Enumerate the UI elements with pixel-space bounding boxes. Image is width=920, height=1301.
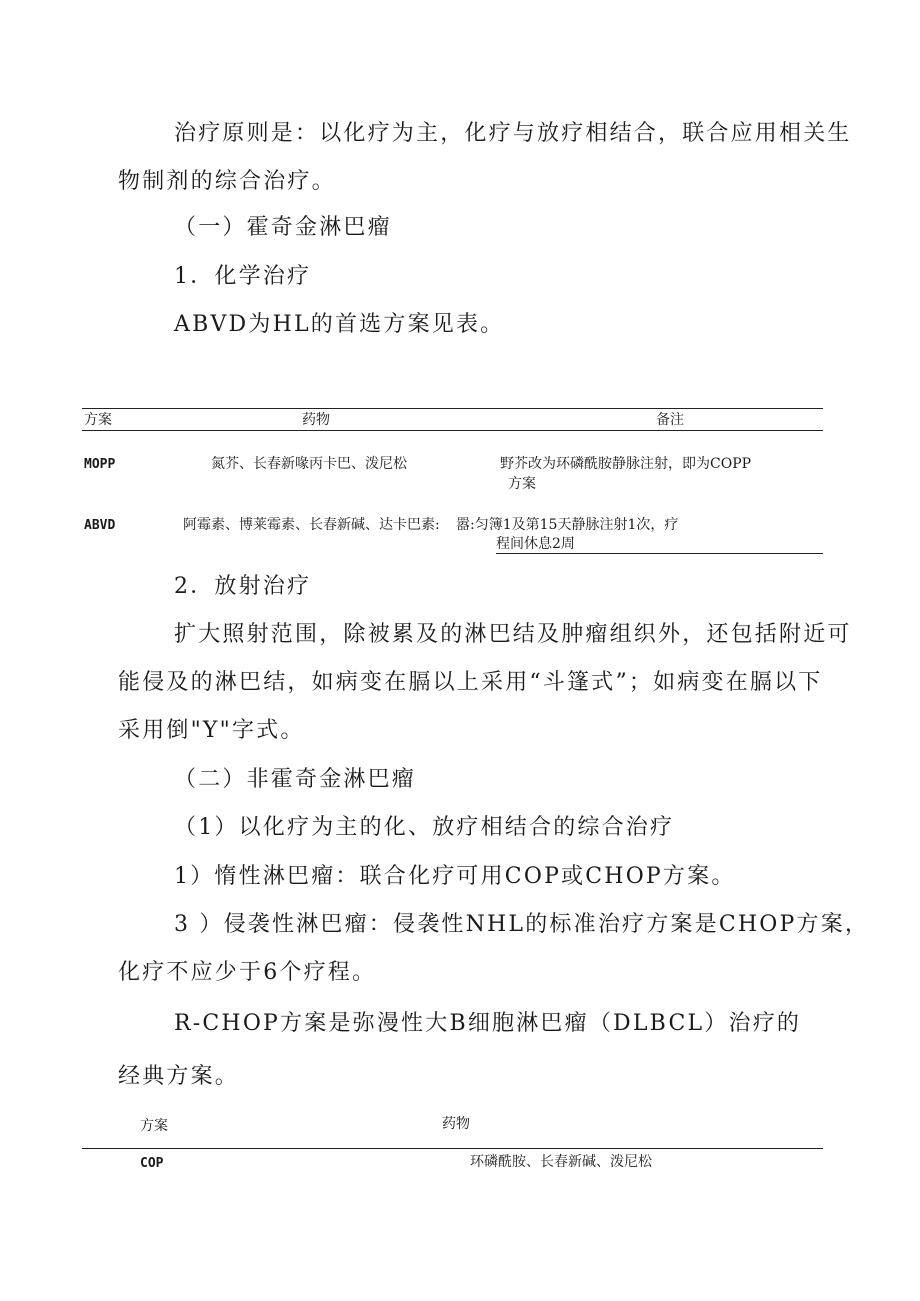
radio-line-1: 扩大照射范围，除被累及的淋巴结及肿瘤组织外，还包括附近可 [174,622,852,647]
heading-radiotherapy: 2．放射治疗 [174,574,312,599]
table1-header-rule [82,430,823,431]
aggressive-line-2: 化疗不应少于6个疗程。 [118,960,377,985]
abvd-intro: ABVD为HL的首选方案见表。 [174,312,505,337]
heading-hodgkin: （一）霍奇金淋巴瘤 [174,215,392,240]
table1-row-mopp-drugs: 氮芥、长春新喙丙卡巴、泼尼松 [211,456,407,472]
table1-row-abvd-drugs: 阿霉素、博莱霉素、长春新碱、达卡巴素: [183,517,440,533]
table1-row-mopp-notes-1: 野芥改为环磷酰胺静脉注射，即为COPP [500,456,752,472]
indolent-lymphoma: 1）惰性淋巴瘤：联合化疗可用COP或CHOP方案。 [174,864,736,889]
table1-row-mopp-regimen: MOPP [84,457,116,472]
table1-row-abvd-notes-2: 程间休息2周 [496,536,575,552]
heading-non-hodgkin: （二）非霍奇金淋巴瘤 [174,767,417,792]
table1-header-regimen: 方案 [84,412,112,428]
heading-nhl-combined: （1）以化疗为主的化、放疗相结合的综合治疗 [174,815,675,840]
table1-row-abvd-notes-1: 嚣:匀簿1及第15天静脉注射1次，疗 [456,517,679,533]
table1-header-notes: 备注 [656,412,684,428]
table2-header-rule [82,1148,823,1149]
table1-bottom-rule [496,553,823,554]
table1-row-mopp-notes-2: 方案 [508,476,536,492]
table2-row-cop-regimen: COP [140,1156,164,1171]
principle-line-2: 物制剂的综合治疗。 [118,169,336,194]
table1-row-abvd-regimen: ABVD [84,518,116,533]
table2-header-regimen: 方案 [140,1118,168,1134]
rchop-line-1: R-CHOP方案是弥漫性大B细胞淋巴瘤（DLBCL）治疗的 [174,1011,802,1036]
rchop-line-2: 经典方案。 [118,1064,240,1089]
table1-top-rule [82,408,823,409]
principle-line-1: 治疗原则是：以化疗为主，化疗与放疗相结合，联合应用相关生 [174,121,852,146]
table1-header-drugs: 药物 [302,412,330,428]
radio-line-3: 采用倒"Y"字式。 [118,718,305,743]
table2-header-drugs: 药物 [442,1116,470,1132]
aggressive-line-1: 3 ）侵袭性淋巴瘤：侵袭性NHL的标准治疗方案是CHOP方案， [174,912,870,937]
table2-row-cop-drugs: 环磷酰胺、长春新碱、泼尼松 [470,1154,652,1170]
radio-line-2: 能侵及的淋巴结，如病变在膈以上采用“斗篷式”；如病变在膈以下 [118,670,823,695]
heading-chemotherapy: 1．化学治疗 [174,264,312,289]
